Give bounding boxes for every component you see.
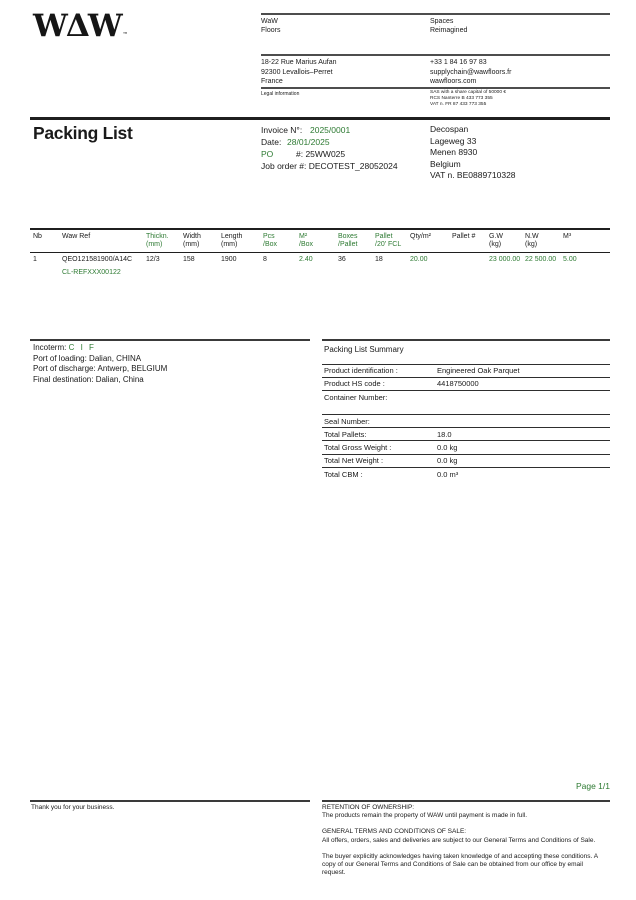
customer-vat: VAT n. BE0889710328 <box>430 170 516 180</box>
col-header-net-weight: N.W (kg) <box>525 229 563 252</box>
item-client-ref: CL-REFXXX00122 <box>62 269 121 277</box>
website: wawfloors.com <box>430 78 477 85</box>
phone-number: +33 1 84 16 97 83 <box>430 59 487 66</box>
summary-row-total-gross-weight: Total Gross Weight : 0.0 kg <box>322 441 610 454</box>
general-terms-title: GENERAL TERMS AND CONDITIONS OF SALE: <box>322 828 467 836</box>
col-header-qty-m2: Qty/m² <box>410 229 452 252</box>
general-terms <box>322 828 601 844</box>
logo-wordmark: WΔW <box>33 8 121 44</box>
retention-of-ownership <box>322 804 601 820</box>
item-gross-weight: 23 000.00 <box>489 255 521 263</box>
summary-row-seal-number: Seal Number: <box>322 415 610 428</box>
header-rule-bottom <box>261 87 610 89</box>
legal-information <box>430 90 506 107</box>
retention-title: RETENTION OF OWNERSHIP: <box>322 804 415 811</box>
company-contact <box>430 58 511 87</box>
col-header-width: Width (mm) <box>183 229 221 252</box>
item-waw-ref: QEO121581900/A14C <box>62 255 133 263</box>
item-m3: 5.00 <box>563 255 577 263</box>
summary-product-group <box>322 364 610 404</box>
item-net-weight: 22 500.00 <box>525 255 557 263</box>
port-of-discharge: Port of discharge: Antwerp, BELGIUM <box>33 364 168 374</box>
po-hash-label: #: <box>296 149 306 159</box>
customer-name: Decospan <box>430 124 469 134</box>
final-destination: Final destination: Dalian, China <box>33 374 144 384</box>
summary-row-hs-code: Product HS code : 4418750000 <box>322 378 610 391</box>
item-qty-m2: 20.00 <box>410 255 428 263</box>
legal-line: SAS with a share capital of 50000 € <box>430 90 506 95</box>
col-header-pcs-box: Pcs /Box <box>263 229 299 252</box>
invoice-date-row <box>261 136 398 148</box>
date-value: 28/01/2025 <box>287 137 330 147</box>
invoice-number-value: 2025/0001 <box>310 125 351 135</box>
col-header-pallet-fcl: Pallet /20' FCL <box>375 229 410 252</box>
customer-city: Menen 8930 <box>430 147 478 157</box>
customer-address-block <box>430 124 516 182</box>
address-line: France <box>261 78 283 85</box>
items-table <box>30 228 610 278</box>
tagline-line2: Reimagined <box>430 27 468 34</box>
address-line: 18-22 Rue Marius Aufan <box>261 59 337 66</box>
general-terms-body: All offers, orders, sales and deliveries are subject to our General Terms and Conditions of Sale. <box>322 836 596 844</box>
summary-row-total-cbm: Total CBM : 0.0 m³ <box>324 469 459 479</box>
item-m2-box: 2.40 <box>299 255 313 263</box>
job-order-label: Job order #: <box>261 161 307 171</box>
po-number-row <box>261 148 398 160</box>
item-boxes-pallet: 36 <box>338 255 346 263</box>
col-header-m3: M³ <box>563 229 610 252</box>
col-header-waw-ref: Waw Ref <box>62 229 146 252</box>
item-row <box>30 252 610 277</box>
thank-you-note: Thank you for your business. <box>31 804 115 811</box>
item-thickness: 12/3 <box>146 255 160 263</box>
job-order-row <box>261 160 398 172</box>
company-name-line2: Floors <box>261 27 281 34</box>
col-header-nb: Nb <box>30 229 62 252</box>
summary-title: Packing List Summary <box>322 339 610 354</box>
item-width: 158 <box>183 255 195 263</box>
trademark-symbol: ™ <box>122 32 128 38</box>
incoterm-row <box>33 343 167 354</box>
company-address <box>261 58 337 87</box>
po-label: PO <box>261 149 274 159</box>
customer-street: Lageweg 33 <box>430 135 477 146</box>
col-header-boxes-pallet: Boxes /Pallet <box>338 229 375 252</box>
summary-totals-group <box>322 414 610 480</box>
item-pcs-box: 8 <box>263 255 267 263</box>
invoice-meta <box>261 124 398 172</box>
shipping-terms-block <box>33 343 167 385</box>
invoice-number-row <box>261 124 398 136</box>
title-divider <box>30 117 610 120</box>
summary-row-container-number: Container Number: <box>324 392 388 402</box>
terms-and-conditions <box>322 804 601 877</box>
footer-rule-left <box>30 800 310 802</box>
tagline-line1: Spaces <box>430 18 454 25</box>
address-line: 92300 Levallois–Perret <box>261 68 333 76</box>
item-pallet-fcl: 18 <box>375 255 383 263</box>
legal-line: VAT n. FR 87 433 773 355 <box>430 101 487 107</box>
item-waw-ref-cell <box>62 252 146 277</box>
footer-rule-right <box>322 800 610 802</box>
col-header-length: Length (mm) <box>221 229 263 252</box>
summary-row-product-identification: Product identification : Engineered Oak Parquet <box>322 365 610 378</box>
email-address: supplychain@wawfloors.fr <box>430 68 512 76</box>
port-of-loading: Port of loading: Dalian, CHINA <box>33 353 142 363</box>
incoterm-value: C I F <box>68 343 96 352</box>
col-header-m2-box: M² /Box <box>299 229 338 252</box>
page-title: Packing List <box>33 123 133 143</box>
item-length: 1900 <box>221 255 237 263</box>
company-tagline <box>430 17 467 35</box>
item-nb: 1 <box>33 255 37 263</box>
buyer-acknowledgement: The buyer explicitly acknowledges having taken knowledge of and accepting these conditions. A copy of our General Terms and Conditions of Sale can be obtained from our office by email request. <box>322 852 598 877</box>
header-rule-top <box>261 13 610 15</box>
packing-list-summary <box>322 339 610 480</box>
page-number: Page 1/1 <box>575 781 610 791</box>
retention-body: The products remain the property of WAW until payment is made in full. <box>322 812 528 820</box>
col-header-gross-weight: G.W (kg) <box>489 229 525 252</box>
job-order-value: DECOTEST_28052024 <box>308 161 398 171</box>
customer-country: Belgium <box>430 158 461 169</box>
invoice-number-label: Invoice N°: <box>261 125 303 135</box>
incoterm-label: Incoterm: <box>33 343 67 352</box>
company-name <box>261 17 280 35</box>
col-header-pallet-number: Pallet # <box>452 229 489 252</box>
po-value: 25WW025 <box>305 149 346 159</box>
legal-line: RCS Nanterre B 433 773 355 <box>430 95 493 101</box>
summary-row-total-net-weight: Total Net Weight : 0.0 kg <box>322 455 610 468</box>
company-name-line1: WaW <box>261 18 278 25</box>
items-header-row <box>30 229 610 252</box>
brand-logo <box>33 8 128 49</box>
incoterm-rule <box>30 339 310 341</box>
col-header-thickness: Thickn. (mm) <box>146 229 183 252</box>
summary-row-total-pallets: Total Pallets: 18.0 <box>322 428 610 441</box>
items-table-container <box>30 228 610 278</box>
item-pallet-number <box>452 252 489 277</box>
date-label: Date: <box>261 137 282 147</box>
header-rule-middle <box>261 54 610 56</box>
legal-information-label: Legal information <box>261 91 300 97</box>
